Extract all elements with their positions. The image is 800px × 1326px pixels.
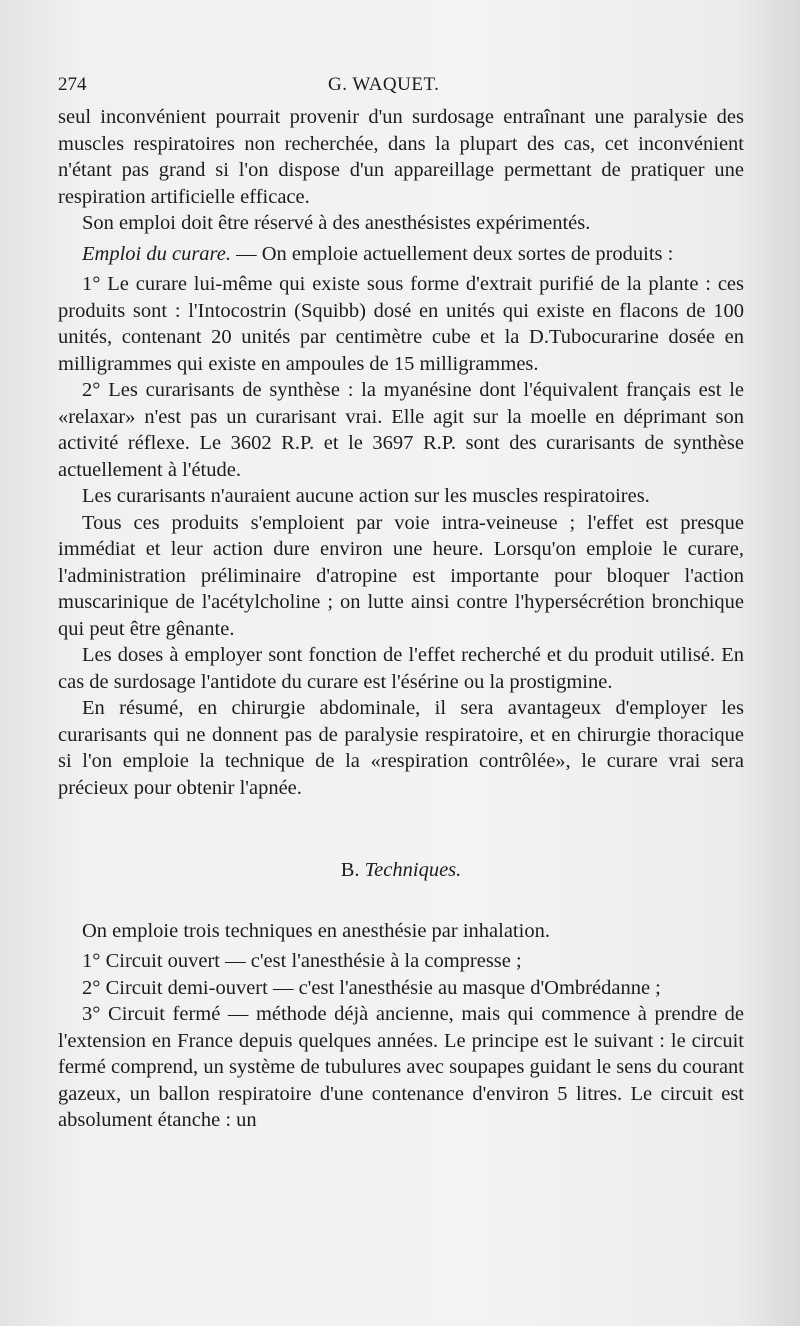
running-title-author: G. WAQUET. <box>328 74 440 95</box>
paragraph <box>58 241 744 268</box>
list-item: 2° Circuit demi-ouvert — c'est l'anesthésie au masque d'Ombrédanne ; <box>82 976 661 999</box>
list-item: 1° Circuit ouvert — c'est l'anesthésie à la compresse ; <box>82 950 522 972</box>
list-item: 3° Circuit fermé — méthode déjà ancienne, mais qui commence à prendre de l'extension en France depuis quelques années. Le principe est le suivant : le circuit fermé comprend, un système de tubulures avec soupapes guidant le sens du courant gazeux, un ballon respiratoire d'une contenance d'environ 5 litres. Le circuit est absolument étanche : un <box>58 1003 744 1131</box>
paragraph: Son emploi doit être réservé à des anesthésistes expérimentés. <box>82 212 591 234</box>
paragraph: Tous ces produits s'emploient par voie intra-veineuse ; l'effet est presque immédiat et leur action dure environ une heure. Lorsqu'on emploie le curare, l'administration préliminaire d'atropine est importante pour bloquer l'action muscarinique de l'acétylcholine ; on lutte ainsi contre l'hypersécrétion bronchique qui peut être gênante. <box>58 511 744 640</box>
paragraph: Les curarisants n'auraient aucune action sur les muscles respiratoires. <box>82 485 650 507</box>
section-title: Techniques. <box>364 859 462 881</box>
section-letter: B. <box>340 859 365 881</box>
paragraph: Les doses à employer sont fonction de l'effet recherché et du produit utilisé. En cas de surdosage l'antidote du curare est l'ésérine ou la prostigmine. <box>58 644 744 693</box>
body-text <box>58 104 744 1134</box>
paragraph: 2° Les curarisants de synthèse : la myanésine dont l'équivalent français est le «relaxar» n'est pas un curarisant vrai. Elle agit sur la moelle en déprimant son activité réflexe. Le 3602 R.P. et le 3697 R.P. sont des curarisants de synthèse actuellement à l'étude. <box>58 379 744 481</box>
paragraph: En résumé, en chirurgie abdominale, il sera avantageux d'employer les curarisants qui ne donnent pas de paralysie respiratoire, et en chirurgie thoracique si l'on emploie la technique de la «respiration contrôlée», le curare vrai sera précieux pour obtenir l'apnée. <box>58 697 744 799</box>
paragraph: 1° Le curare lui-même qui existe sous forme d'extrait purifié de la plante : ces produits sont : l'Intocostrin (Squibb) dosé en unités qui existe en flacons de 100 unités, contenant 20 unités par centimètre cube et la D.Tubocurarine dosée en milligrammes qui existe en ampoules de 15 milligrammes. <box>58 273 744 375</box>
running-header <box>58 64 744 104</box>
section-heading <box>58 857 744 884</box>
paragraph-run-in-heading: Emploi du curare. <box>82 242 231 265</box>
page-number: 274 <box>58 74 87 95</box>
paragraph: On emploie trois techniques en anesthésie par inhalation. <box>82 919 550 942</box>
paragraph-text: — On emploie actuellement deux sortes de produits : <box>231 242 674 265</box>
paragraph: seul inconvénient pourrait provenir d'un surdosage entraînant une paralysie des muscles respiratoires non recherchée, dans la plupart des cas, cet inconvénient n'étant pas grand si l'on dispose d'un appareillage permettant de pratiquer une respiration artificielle efficace. <box>58 106 744 208</box>
